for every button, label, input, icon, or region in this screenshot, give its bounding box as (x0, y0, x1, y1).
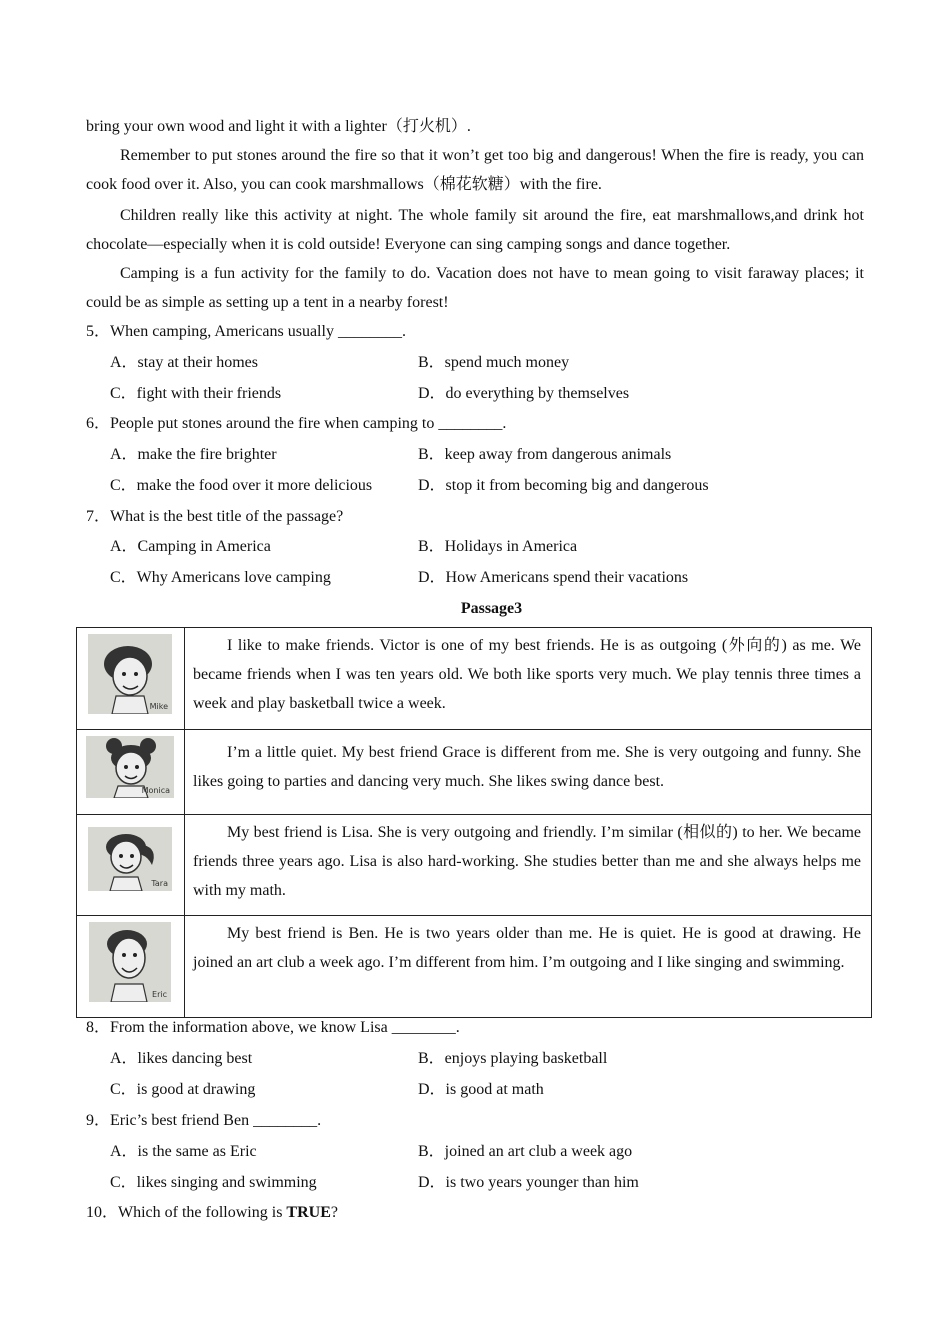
passage-paragraph: Children really like this activity at night. The whole family sit around the fire, eat marshmallows,and drink hot chocolate—especially when it is cold outside! Everyone can sing camping songs and dance together. (86, 207, 864, 253)
question-7: 7．What is the best title of the passage? (86, 508, 344, 525)
profile-image-cell (77, 916, 185, 1017)
option-8d[interactable]: D．is good at math (418, 1081, 544, 1098)
option-9b[interactable]: B．joined an art club a week ago (418, 1143, 633, 1160)
option-5a[interactable]: A．stay at their homes (110, 354, 258, 371)
profile-image-cell (77, 628, 185, 729)
option-7a[interactable]: A．Camping in America (110, 538, 271, 555)
profile-row-tara (76, 814, 872, 916)
eric-portrait (89, 922, 171, 1002)
option-6c[interactable]: C．make the food over it more delicious (110, 477, 373, 494)
question-8: 8．From the information above, we know Lisa ________. (86, 1019, 460, 1036)
tara-label: Tara (151, 879, 168, 888)
question-9: 9．Eric’s best friend Ben ________. (86, 1112, 322, 1129)
eric-label: Eric (152, 990, 167, 999)
tara-portrait (88, 827, 172, 891)
option-7d[interactable]: D．How Americans spend their vacations (418, 569, 689, 586)
option-9d[interactable]: D．is two years younger than him (418, 1174, 639, 1191)
profile-text: My best friend is Lisa. She is very outgoing and friendly. I’m similar (相似的) to her. We became friends three years ago. Lisa is also hard-working. She studies better than me and she always helps me with my math. (193, 824, 861, 899)
option-5d[interactable]: D．do everything by themselves (418, 385, 630, 402)
option-5b[interactable]: B．spend much money (418, 354, 570, 371)
profile-image-cell (77, 730, 185, 814)
option-8a[interactable]: A．likes dancing best (110, 1050, 253, 1067)
profile-text: My best friend is Ben. He is two years older than me. He is quiet. He is good at drawing. He joined an art club a week ago. I’m different from him. I’m outgoing and I like singing and swimming. (193, 925, 861, 971)
option-8c[interactable]: C．is good at drawing (110, 1081, 256, 1098)
passage-paragraph: Camping is a fun activity for the family to do. Vacation does not have to mean going to visit faraway places; it could be as simple as setting up a tent in a nearby forest! (86, 265, 864, 311)
profile-row-mike (76, 627, 872, 730)
option-9a[interactable]: A．is the same as Eric (110, 1143, 257, 1160)
mike-portrait (88, 634, 172, 714)
passage-paragraph: Remember to put stones around the fire so that it won’t get too big and dangerous! When the fire is ready, you can cook food over it. Also, you can cook marshmallows（棉花软糖）with the fire. (86, 147, 864, 193)
option-7c[interactable]: C．Why Americans love camping (110, 569, 331, 586)
passage3-title: Passage3 (460, 600, 523, 617)
monica-portrait (86, 736, 174, 798)
question-6: 6．People put stones around the fire when camping to ________. (86, 415, 507, 432)
profile-text: I’m a little quiet. My best friend Grace is different from me. She is very outgoing and funny. She likes going to parties and dancing very much. She likes swing dance best. (193, 744, 861, 790)
monica-label: Monica (141, 786, 170, 795)
profile-text: I like to make friends. Victor is one of my best friends. He is as outgoing (外向的) as me. We became friends when I was ten years old. We both like sports very much. We play tennis three times a week and play basketball twice a week. (193, 637, 861, 712)
option-6a[interactable]: A．make the fire brighter (110, 446, 277, 463)
mike-label: Mike (149, 702, 168, 711)
question-10-emphasis: TRUE (286, 1204, 331, 1221)
option-6b[interactable]: B．keep away from dangerous animals (418, 446, 672, 463)
passage-paragraph: bring your own wood and light it with a lighter（打火机）. (86, 118, 471, 135)
question-10-text: 10．Which of the following is (86, 1204, 287, 1221)
profile-row-eric (76, 915, 872, 1018)
question-10-end: ? (330, 1204, 338, 1221)
option-5c[interactable]: C．fight with their friends (110, 385, 282, 402)
option-8b[interactable]: B．enjoys playing basketball (418, 1050, 608, 1067)
profile-image-cell (77, 815, 185, 915)
option-9c[interactable]: C．likes singing and swimming (110, 1174, 317, 1191)
option-6d[interactable]: D．stop it from becoming big and dangerous (418, 477, 709, 494)
option-7b[interactable]: B．Holidays in America (418, 538, 578, 555)
question-5: 5．When camping, Americans usually ________. (86, 323, 406, 340)
question-10 (86, 1201, 338, 1225)
profile-row-monica (76, 729, 872, 815)
